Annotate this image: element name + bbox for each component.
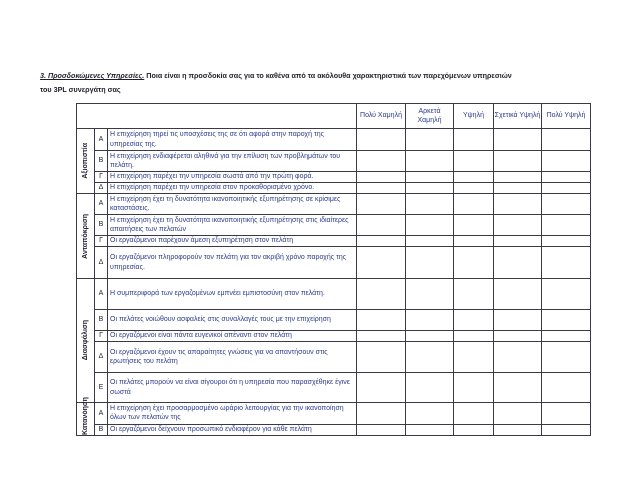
row-letter: Α [95,129,108,151]
rating-cell-fairly-low[interactable] [406,247,454,279]
col-header-fairly-low: Αρκετά Χαμηλή [406,104,454,129]
row-description: Η επιχείρηση τηρεί τις υποσχέσεις της σε ότι αφορά στην παροχή της υπηρεσίας της. [108,129,357,151]
row-letter: Δ [95,183,108,194]
rating-cell-very-high[interactable] [542,310,591,331]
rating-cell-relatively-high[interactable] [494,310,542,331]
row-letter: Β [95,151,108,172]
row-letter: Ε [95,373,108,403]
rating-cell-fairly-low[interactable] [406,129,454,151]
table-row [77,331,591,342]
rating-cell-very-high[interactable] [542,236,591,247]
header-row [77,104,591,129]
rating-table [76,103,591,436]
rating-cell-high[interactable] [454,373,494,403]
row-description: Η επιχείρηση παρέχει την υπηρεσία στον προκαθορισμένο χρόνο. [108,183,357,194]
table-row [77,129,591,151]
rating-cell-fairly-low[interactable] [406,183,454,194]
rating-cell-fairly-low[interactable] [406,194,454,215]
table-row [77,236,591,247]
rating-cell-very-high[interactable] [542,215,591,236]
rating-cell-fairly-low[interactable] [406,215,454,236]
row-letter: Α [95,279,108,310]
rating-cell-very-low[interactable] [357,172,406,183]
table-row [77,342,591,373]
rating-cell-very-high[interactable] [542,403,591,425]
table-row [77,194,591,215]
rating-cell-high[interactable] [454,183,494,194]
table-row [77,279,591,310]
rating-cell-relatively-high[interactable] [494,183,542,194]
rating-cell-high[interactable] [454,194,494,215]
header-blank-cell [77,104,357,129]
row-letter: Β [95,424,108,435]
table-row [77,151,591,172]
group-label-responsiveness: Ανταπόκριση [77,194,95,279]
row-description: Η επιχείρηση έχει προσαρμοσμένο ωράριο λειτουργίας για την ικανοποίηση όλων των πελατών της [108,403,357,425]
rating-cell-high[interactable] [454,151,494,172]
rating-cell-high[interactable] [454,129,494,151]
rating-cell-very-low[interactable] [357,247,406,279]
rating-cell-very-high[interactable] [542,183,591,194]
rating-cell-high[interactable] [454,215,494,236]
rating-cell-very-low[interactable] [357,151,406,172]
rating-cell-fairly-low[interactable] [406,151,454,172]
row-description: Οι εργαζόμενοι έχουν τις απαραίτητες γνώσεις για να απαντήσουν στις ερωτήσεις του πελάτη [108,342,357,373]
rating-cell-high[interactable] [454,331,494,342]
table-row [77,373,591,403]
rating-cell-very-high[interactable] [542,331,591,342]
row-letter: Γ [95,236,108,247]
row-description: Οι πελάτες μπορούν να είναι σίγουροι ότι η υπηρεσία που παρασχέθηκε έγινε σωστά [108,373,357,403]
rating-cell-fairly-low[interactable] [406,331,454,342]
rating-cell-relatively-high[interactable] [494,331,542,342]
rating-cell-very-low[interactable] [357,331,406,342]
question-text: Ποια είναι η προσδοκία σας για το καθένα από τα ακόλουθα χαρακτηριστικά των παρεχόμενων υπηρεσιών [144,71,512,80]
rating-cell-very-low[interactable] [357,215,406,236]
row-letter: Γ [95,172,108,183]
rating-cell-fairly-low[interactable] [406,424,454,435]
rating-cell-high[interactable] [454,247,494,279]
row-description: Οι εργαζόμενοι είναι πάντα ευγενικοί απέναντι στον πελάτη [108,331,357,342]
rating-cell-high[interactable] [454,342,494,373]
rating-cell-high[interactable] [454,310,494,331]
rating-cell-high[interactable] [454,403,494,425]
table-row [77,215,591,236]
group-label-reliability: Αξιοπιστία [77,129,95,194]
rating-cell-very-low[interactable] [357,279,406,310]
rating-cell-very-low[interactable] [357,236,406,247]
rating-cell-relatively-high[interactable] [494,279,542,310]
rating-cell-very-high[interactable] [542,172,591,183]
table-row [77,172,591,183]
row-description: Οι εργαζόμενοι παρέχουν άμεση εξυπηρέτηση στον πελάτη [108,236,357,247]
row-description: Η επιχείρηση έχει τη δυνατότητα ικανοποιητικής εξυπηρέτησης στις ιδιαίτερες απαιτήσεις των πελατών [108,215,357,236]
table-row [77,403,591,425]
row-letter: Γ [95,331,108,342]
rating-cell-very-low[interactable] [357,342,406,373]
rating-cell-relatively-high[interactable] [494,236,542,247]
row-description: Οι εργαζόμενοι πληροφορούν τον πελάτη για τον ακριβή χρόνο παροχής της υπηρεσίας. [108,247,357,279]
row-letter: Α [95,403,108,425]
row-description: Η επιχείρηση παρέχει την υπηρεσία σωστά από την πρώτη φορά. [108,172,357,183]
rating-cell-very-high[interactable] [542,129,591,151]
group-label-assurance: Διασφάλιση [77,279,95,403]
col-header-high: Υψηλή [454,104,494,129]
rating-cell-very-low[interactable] [357,373,406,403]
rating-cell-very-low[interactable] [357,424,406,435]
rating-cell-fairly-low[interactable] [406,373,454,403]
rating-cell-high[interactable] [454,172,494,183]
col-header-very-low: Πολύ Χαμηλή [357,104,406,129]
section-label: 3. Προσδοκώμενες Υπηρεσίες. [40,71,145,80]
rating-cell-fairly-low[interactable] [406,310,454,331]
rating-cell-very-high[interactable] [542,373,591,403]
row-letter: Δ [95,247,108,279]
rating-cell-relatively-high[interactable] [494,194,542,215]
group-label-empathy: Κατανόηση [77,403,95,436]
rating-cell-very-high[interactable] [542,342,591,373]
rating-cell-relatively-high[interactable] [494,373,542,403]
row-description: Η επιχείρηση ενδιαφέρεται αληθινά για την επίλυση των προβλημάτων του πελάτη. [108,151,357,172]
rating-cell-very-high[interactable] [542,247,591,279]
rating-cell-relatively-high[interactable] [494,129,542,151]
rating-cell-relatively-high[interactable] [494,151,542,172]
rating-cell-very-high[interactable] [542,194,591,215]
table-row [77,424,591,435]
question-text-cont: του 3PL συνεργάτη σας [40,85,121,94]
rating-cell-very-high[interactable] [542,151,591,172]
rating-cell-relatively-high[interactable] [494,403,542,425]
row-description: Οι εργαζόμενοι δείχνουν προσωπικό ενδιαφέρον για κάθε πελάτη [108,424,357,435]
rating-cell-high[interactable] [454,424,494,435]
rating-cell-very-low[interactable] [357,129,406,151]
table-row [77,247,591,279]
rating-cell-relatively-high[interactable] [494,172,542,183]
col-header-very-high: Πολύ Υψηλή [542,104,591,129]
rating-cell-very-low[interactable] [357,183,406,194]
row-description: Οι πελάτες νοιώθουν ασφαλείς στις συναλλαγές τους με την επιχείρηση [108,310,357,331]
row-description: Η συμπεριφορά των εργαζομένων εμπνέει εμπιστοσύνη στον πελάτη. [108,279,357,310]
rating-cell-very-low[interactable] [357,194,406,215]
row-letter: Β [95,215,108,236]
table-row [77,183,591,194]
rating-cell-fairly-low[interactable] [406,236,454,247]
rating-cell-fairly-low[interactable] [406,172,454,183]
row-letter: Δ [95,342,108,373]
rating-cell-relatively-high[interactable] [494,342,542,373]
rating-cell-relatively-high[interactable] [494,215,542,236]
rating-cell-high[interactable] [454,279,494,310]
rating-cell-very-low[interactable] [357,310,406,331]
rating-cell-very-low[interactable] [357,403,406,425]
rating-cell-relatively-high[interactable] [494,424,542,435]
row-letter: Β [95,310,108,331]
table-row [77,310,591,331]
row-description: Η επιχείρηση έχει τη δυνατότητα ικανοποιητικής εξυπηρέτησης σε κρίσιμες καταστάσεις. [108,194,357,215]
question-heading [40,69,600,97]
rating-cell-high[interactable] [454,236,494,247]
rating-cell-very-high[interactable] [542,279,591,310]
col-header-relatively-high: Σχετικά Υψηλή [494,104,542,129]
rating-cell-fairly-low[interactable] [406,279,454,310]
rating-cell-relatively-high[interactable] [494,247,542,279]
rating-cell-fairly-low[interactable] [406,342,454,373]
rating-cell-very-high[interactable] [542,424,591,435]
row-letter: Α [95,194,108,215]
rating-cell-fairly-low[interactable] [406,403,454,425]
